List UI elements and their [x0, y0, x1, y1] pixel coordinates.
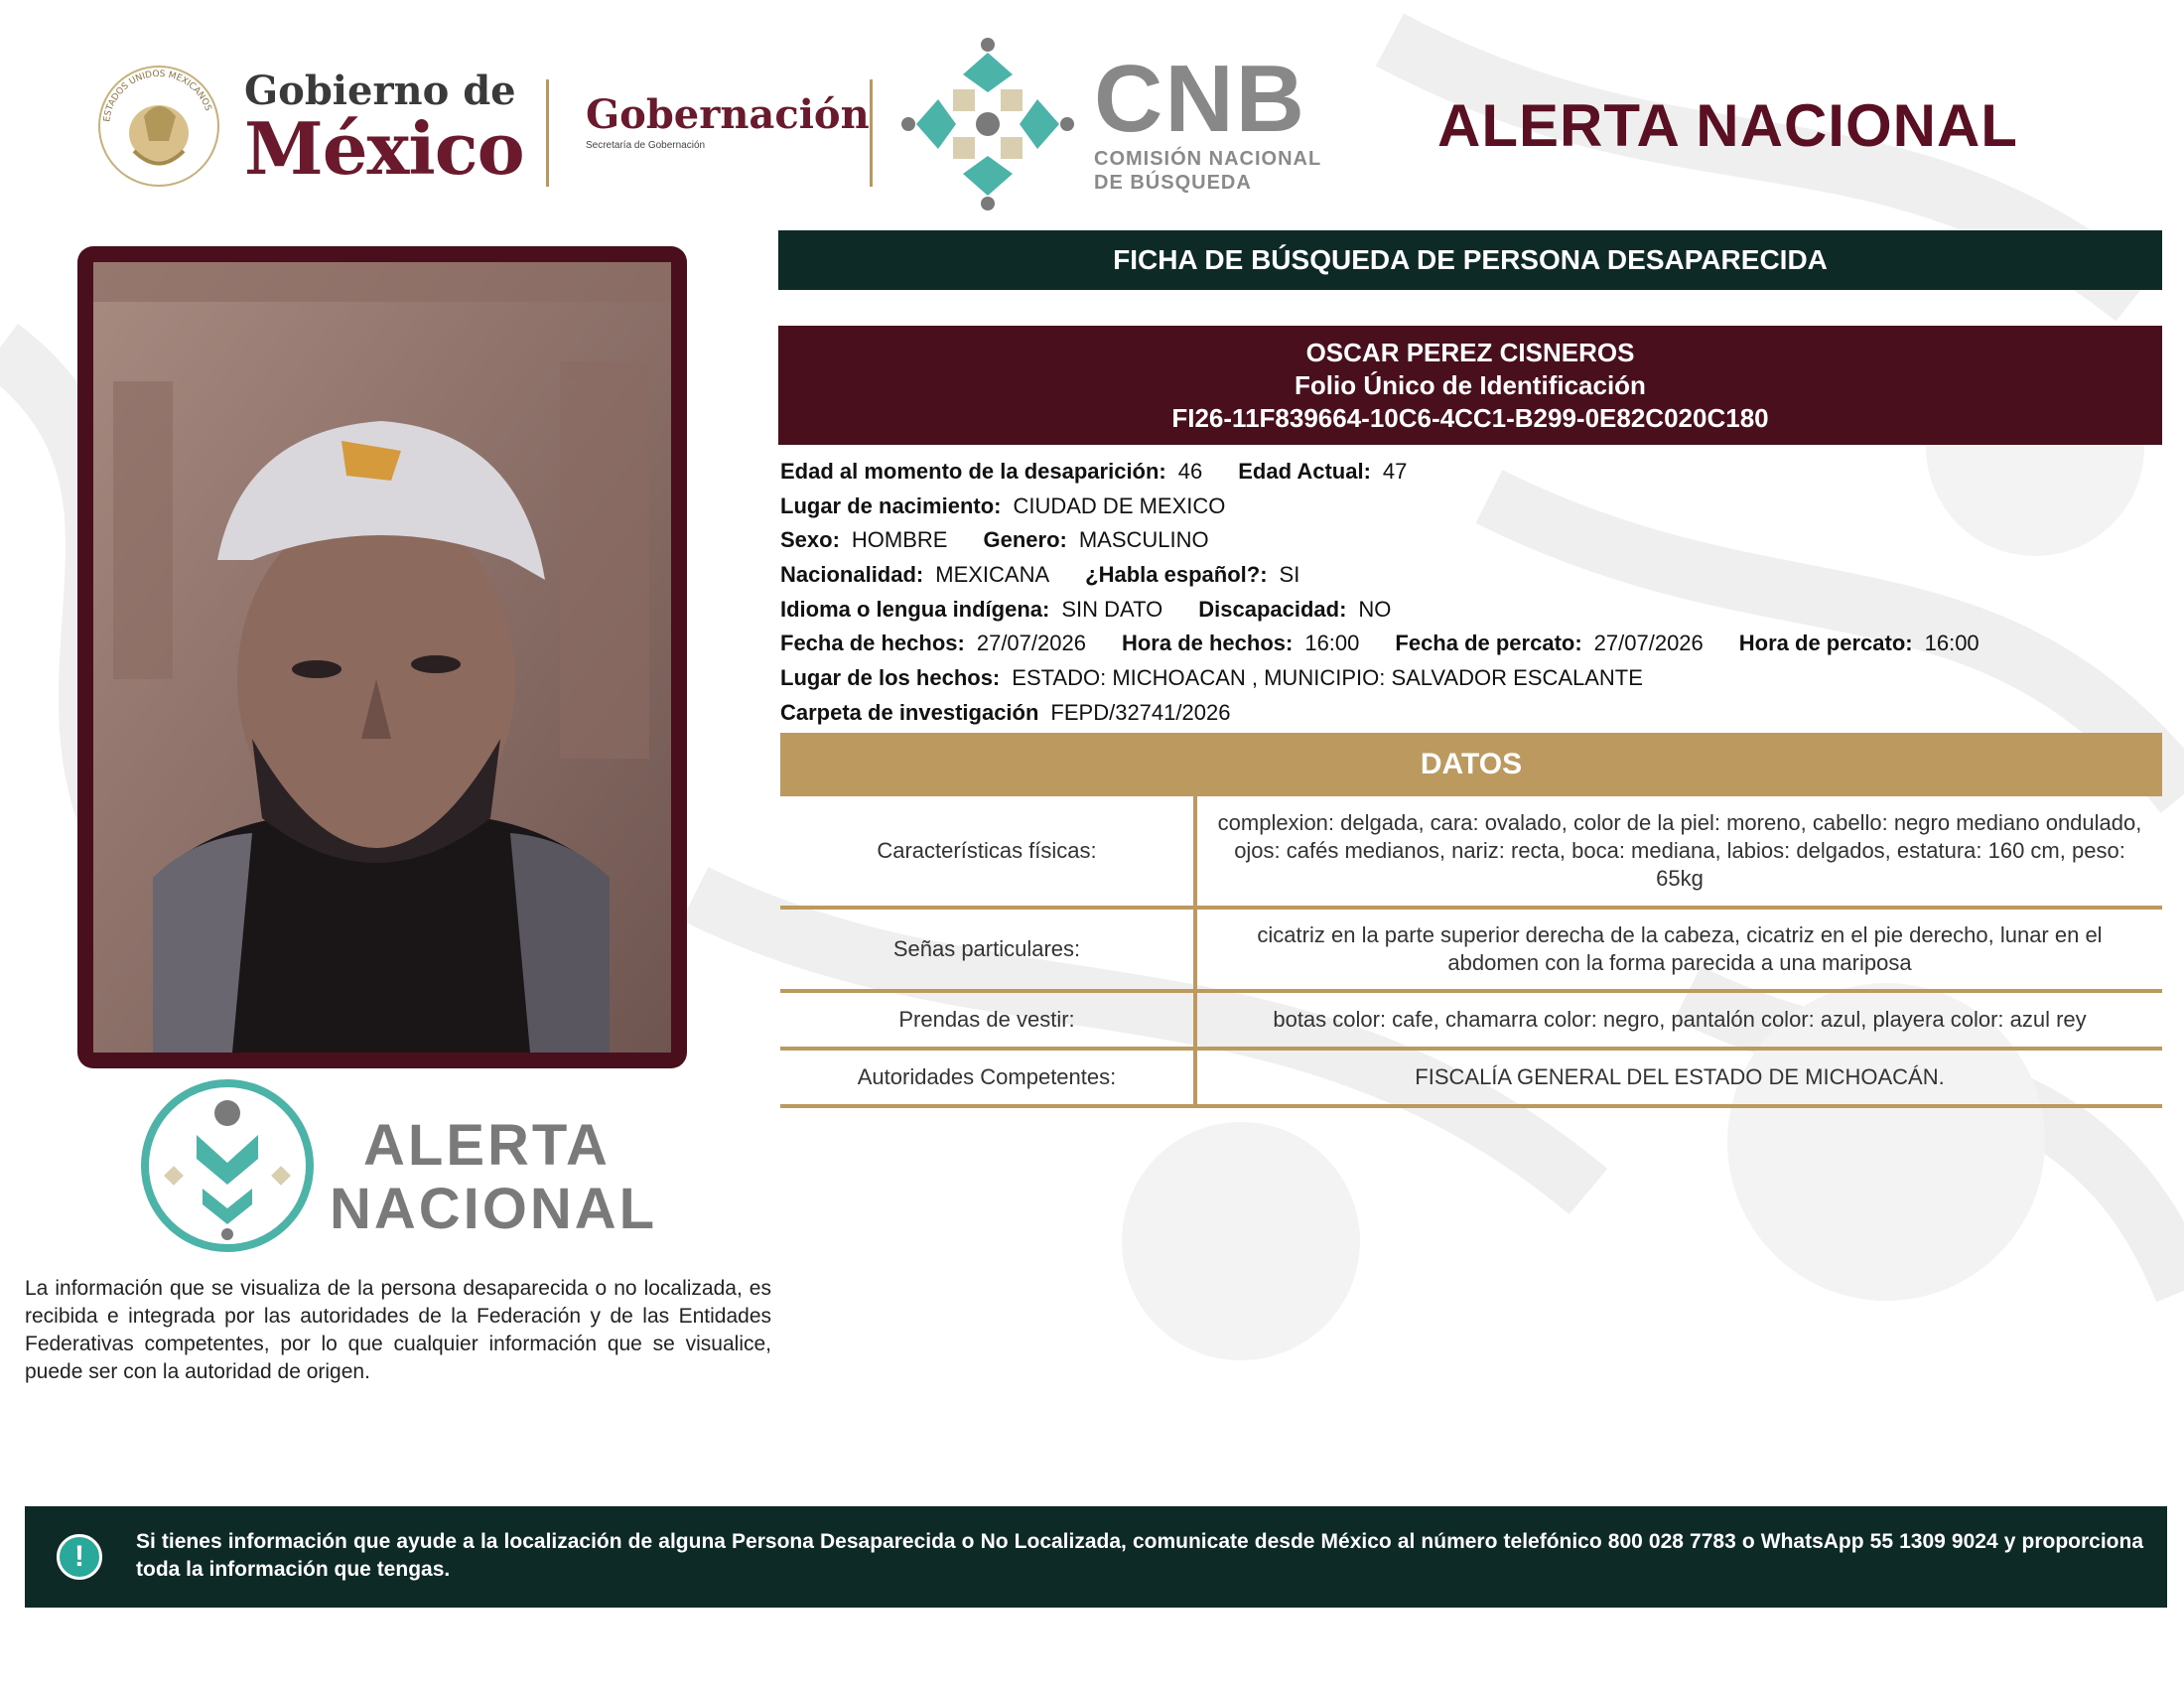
datos-label: Autoridades Competentes:	[780, 1049, 1195, 1106]
fecha-hechos-label: Fecha de hechos:	[780, 631, 965, 656]
header-divider	[546, 79, 549, 187]
lugar-hechos-value: ESTADO: MICHOACAN , MUNICIPIO: SALVADOR ESCALANTE	[1012, 665, 1643, 691]
info-row	[780, 558, 2160, 593]
datos-label: Características físicas:	[780, 796, 1195, 908]
person-info	[780, 455, 2160, 731]
person-photo	[93, 262, 671, 1053]
alerta-nacional-title: ALERTA NACIONAL	[1437, 92, 2018, 159]
disclaimer-text: La información que se visualiza de la persona desaparecida o no localizada, es recibida e integrada por las autoridades de la Federación y de las Entidades Federativas competentes, por lo que cualquier información que se visualice, puede ser con la autoridad de origen.	[25, 1277, 771, 1383]
alerta-nacional-logo-text	[330, 1114, 657, 1241]
discapacidad-label: Discapacidad:	[1198, 596, 1347, 622]
alerta-logo-line2: NACIONAL	[330, 1177, 658, 1241]
info-row	[780, 490, 2160, 524]
edad-desaparicion-label: Edad al momento de la desaparición:	[780, 459, 1166, 484]
ficha-title: FICHA DE BÚSQUEDA DE PERSONA DESAPARECIDA	[778, 230, 2162, 290]
sexo-value: HOMBRE	[851, 527, 948, 553]
genero-label: Genero:	[983, 527, 1067, 553]
cnb-line1: COMISIÓN NACIONAL	[1094, 148, 1322, 170]
cnb-acronym: CNB	[1094, 46, 1306, 152]
lugar-nacimiento-value: CIUDAD DE MEXICO	[1013, 492, 1226, 518]
genero-value: MASCULINO	[1078, 527, 1209, 553]
hora-hechos-label: Hora de hechos:	[1121, 631, 1294, 656]
gob-line2: México	[244, 106, 524, 191]
cnb-logo-text	[1094, 46, 1322, 195]
header-divider	[870, 79, 873, 187]
fecha-percato-value: 27/07/2026	[1593, 631, 1704, 656]
hora-percato-value: 16:00	[1924, 631, 1979, 656]
info-row	[780, 627, 2160, 661]
datos-value: botas color: cafe, chamarra color: negro, pantalón color: azul, playera color: azul rey	[1195, 991, 2162, 1049]
gobernacion-title: Gobernación	[586, 91, 870, 138]
gob-line1: Gobierno de	[244, 68, 516, 114]
person-name: OSCAR PEREZ CISNEROS	[1305, 337, 1635, 367]
cnb-line2: DE BÚSQUEDA	[1094, 172, 1252, 194]
idioma-label: Idioma o lengua indígena:	[780, 596, 1050, 622]
info-row	[780, 593, 2160, 628]
habla-espanol-value: SI	[1279, 562, 1300, 588]
info-row	[780, 455, 2160, 490]
cnb-emblem-icon	[898, 35, 1077, 213]
alerta-logo-line1: ALERTA	[363, 1113, 611, 1178]
info-row	[780, 661, 2160, 696]
idioma-value: SIN DATO	[1061, 596, 1163, 622]
person-photo-illustration	[93, 262, 671, 1053]
hora-hechos-value: 16:00	[1304, 631, 1360, 656]
datos-table	[780, 796, 2162, 1108]
fecha-hechos-value: 27/07/2026	[976, 631, 1086, 656]
nacionalidad-label: Nacionalidad:	[780, 562, 924, 588]
table-row	[780, 796, 2162, 908]
fecha-percato-label: Fecha de percato:	[1395, 631, 1582, 656]
alerta-nacional-icon	[139, 1077, 316, 1254]
lugar-hechos-label: Lugar de los hechos:	[780, 665, 1001, 691]
carpeta-value: FEPD/32741/2026	[1050, 699, 1231, 725]
gobernacion-subtitle: Secretaría de Gobernación	[586, 140, 706, 151]
footer-contact-text: Si tienes información que ayude a la localización de alguna Persona Desaparecida o No Localizada, comunicate desde México al número telefónico 800 028 7783 o WhatsApp 55 1309 9024 y proporciona toda la información que tengas.	[136, 1530, 2143, 1581]
datos-label: Señas particulares:	[780, 908, 1195, 991]
datos-title: DATOS	[780, 733, 2162, 796]
mexico-coat-of-arms-icon	[94, 62, 223, 191]
datos-value: complexion: delgada, cara: ovalado, color de la piel: moreno, cabello: negro mediano ondulado, ojos: cafés medianos, nariz: recta, boca: mediana, labios: delgados, estatura: 160 cm, peso: 65kg	[1195, 796, 2162, 908]
datos-value: FISCALÍA GENERAL DEL ESTADO DE MICHOACÁN.	[1195, 1049, 2162, 1106]
table-row	[780, 991, 2162, 1049]
gobernacion-logo	[586, 91, 870, 151]
emblem-text: ESTADOS UNIDOS MEXICANOS	[102, 69, 213, 123]
table-row	[780, 908, 2162, 991]
gobierno-de-mexico-logo	[244, 68, 524, 191]
edad-actual-value: 47	[1382, 459, 1408, 484]
datos-label: Prendas de vestir:	[780, 991, 1195, 1049]
habla-espanol-label: ¿Habla español?:	[1085, 562, 1268, 588]
discapacidad-value: NO	[1358, 596, 1392, 622]
edad-desaparicion-value: 46	[1177, 459, 1203, 484]
info-row	[780, 523, 2160, 558]
nacionalidad-value: MEXICANA	[935, 562, 1050, 588]
carpeta-label: Carpeta de investigación	[780, 699, 1039, 725]
table-row	[780, 1049, 2162, 1106]
footer-contact-bar	[25, 1506, 2167, 1608]
exclamation-icon: !	[57, 1534, 102, 1580]
sexo-label: Sexo:	[780, 527, 840, 553]
edad-actual-label: Edad Actual:	[1238, 459, 1371, 484]
person-name-box	[778, 326, 2162, 445]
lugar-nacimiento-label: Lugar de nacimiento:	[780, 492, 1002, 518]
folio-number: FI26-11F839664-10C6-4CC1-B299-0E82C020C180	[1171, 402, 1769, 433]
hora-percato-label: Hora de percato:	[1738, 631, 1913, 656]
info-row	[780, 696, 2160, 731]
datos-value: cicatriz en la parte superior derecha de la cabeza, cicatriz en el pie derecho, lunar en el abdomen con la forma parecida a una mariposa	[1195, 908, 2162, 991]
person-photo-frame	[77, 246, 687, 1068]
folio-label: Folio Único de Identificación	[1295, 369, 1646, 400]
